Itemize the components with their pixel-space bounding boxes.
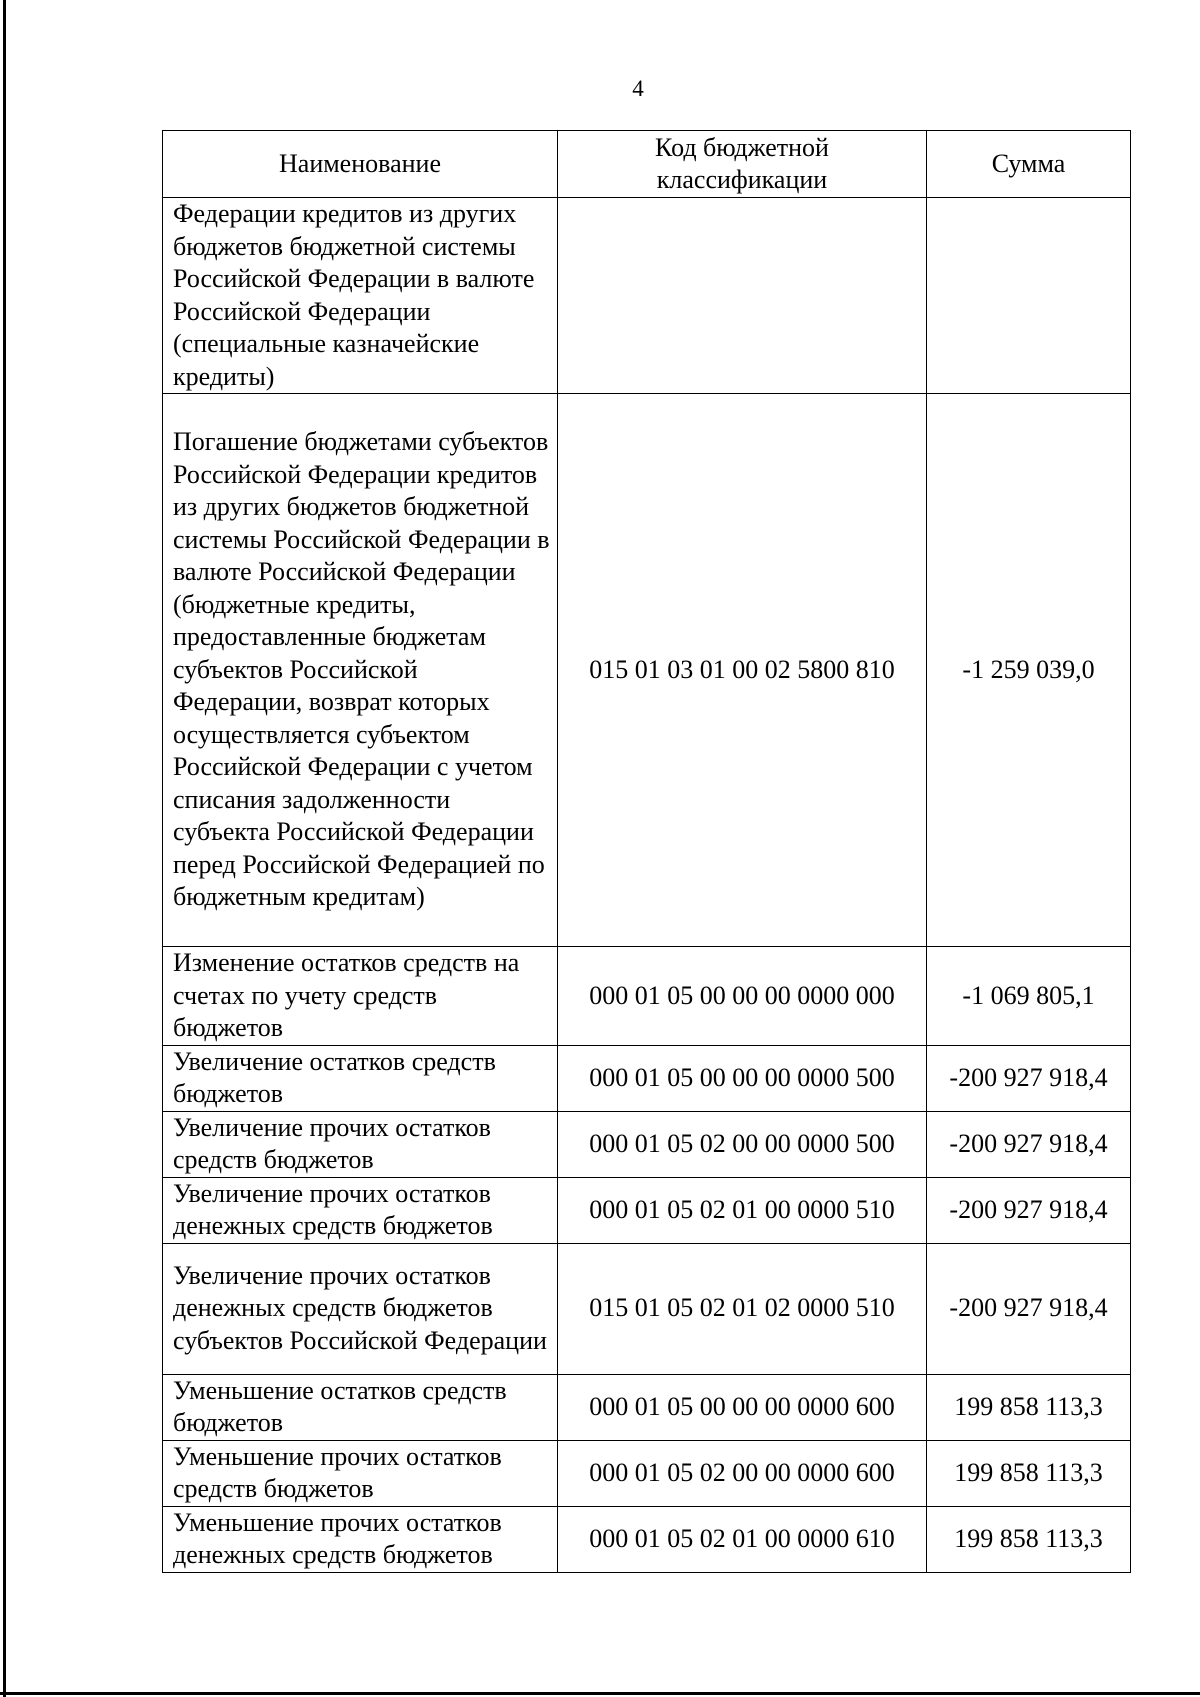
row-name: Изменение остатков средств на счетах по учету средств бюджетов xyxy=(163,947,558,1046)
row-name: Федерации кредитов из других бюджетов бюджетной системы Российской Федерации в валюте Российской Федерации (специальные казначейские кредиты) xyxy=(163,198,558,394)
row-name: Увеличение прочих остатков денежных средств бюджетов субъектов Российской Федерации xyxy=(163,1243,558,1374)
row-code: 000 01 05 02 00 00 0000 600 xyxy=(558,1440,927,1506)
header-name: Наименование xyxy=(163,131,558,198)
row-code: 000 01 05 02 01 00 0000 610 xyxy=(558,1506,927,1572)
row-sum: -200 927 918,4 xyxy=(927,1243,1131,1374)
row-sum: -1 259 039,0 xyxy=(927,394,1131,947)
row-code: 000 01 05 02 01 00 0000 510 xyxy=(558,1177,927,1243)
row-code: 000 01 05 00 00 00 0000 500 xyxy=(558,1045,927,1111)
page-number: 4 xyxy=(632,76,644,101)
row-sum: 199 858 113,3 xyxy=(927,1440,1131,1506)
row-code: 000 01 05 00 00 00 0000 000 xyxy=(558,947,927,1046)
header-code: Код бюджетной классификации xyxy=(558,131,927,198)
row-name: Уменьшение прочих остатков денежных средств бюджетов xyxy=(163,1506,558,1572)
row-code: 015 01 05 02 01 02 0000 510 xyxy=(558,1243,927,1374)
budget-table xyxy=(162,130,1131,1573)
row-sum: -1 069 805,1 xyxy=(927,947,1131,1046)
table-row xyxy=(163,1111,1131,1177)
table-row xyxy=(163,1045,1131,1111)
table-row xyxy=(163,394,1131,947)
row-code xyxy=(558,198,927,394)
table-row xyxy=(163,1374,1131,1440)
scan-edge-left xyxy=(3,0,6,1697)
row-sum: -200 927 918,4 xyxy=(927,1045,1131,1111)
row-code: 000 01 05 00 00 00 0000 600 xyxy=(558,1374,927,1440)
row-name: Увеличение прочих остатков средств бюджетов xyxy=(163,1111,558,1177)
table-row xyxy=(163,1440,1131,1506)
row-sum: 199 858 113,3 xyxy=(927,1374,1131,1440)
table-header-row xyxy=(163,131,1131,198)
row-sum xyxy=(927,198,1131,394)
table-row xyxy=(163,1177,1131,1243)
row-name: Погашение бюджетами субъектов Российской Федерации кредитов из других бюджетов бюджетной системы Российской Федерации в валюте Российской Федерации (бюджетные кредиты, предоставленные бюджетам субъектов Российской Федерации, возврат которых осуществляется субъектом Российской Федерации с учетом списания задолженности субъекта Российской Федерации перед Российской Федерацией по бюджетным кредитам) xyxy=(163,394,558,947)
row-code: 015 01 03 01 00 02 5800 810 xyxy=(558,394,927,947)
row-name: Увеличение прочих остатков денежных средств бюджетов xyxy=(163,1177,558,1243)
header-sum: Сумма xyxy=(927,131,1131,198)
table-row xyxy=(163,947,1131,1046)
table-row xyxy=(163,198,1131,394)
table-row xyxy=(163,1506,1131,1572)
row-sum: 199 858 113,3 xyxy=(927,1506,1131,1572)
row-sum: -200 927 918,4 xyxy=(927,1111,1131,1177)
table-row xyxy=(163,1243,1131,1374)
row-code: 000 01 05 02 00 00 0000 500 xyxy=(558,1111,927,1177)
row-name: Уменьшение прочих остатков средств бюджетов xyxy=(163,1440,558,1506)
row-sum: -200 927 918,4 xyxy=(927,1177,1131,1243)
row-name: Уменьшение остатков средств бюджетов xyxy=(163,1374,558,1440)
scan-edge-bottom xyxy=(0,1692,1200,1695)
row-name: Увеличение остатков средств бюджетов xyxy=(163,1045,558,1111)
